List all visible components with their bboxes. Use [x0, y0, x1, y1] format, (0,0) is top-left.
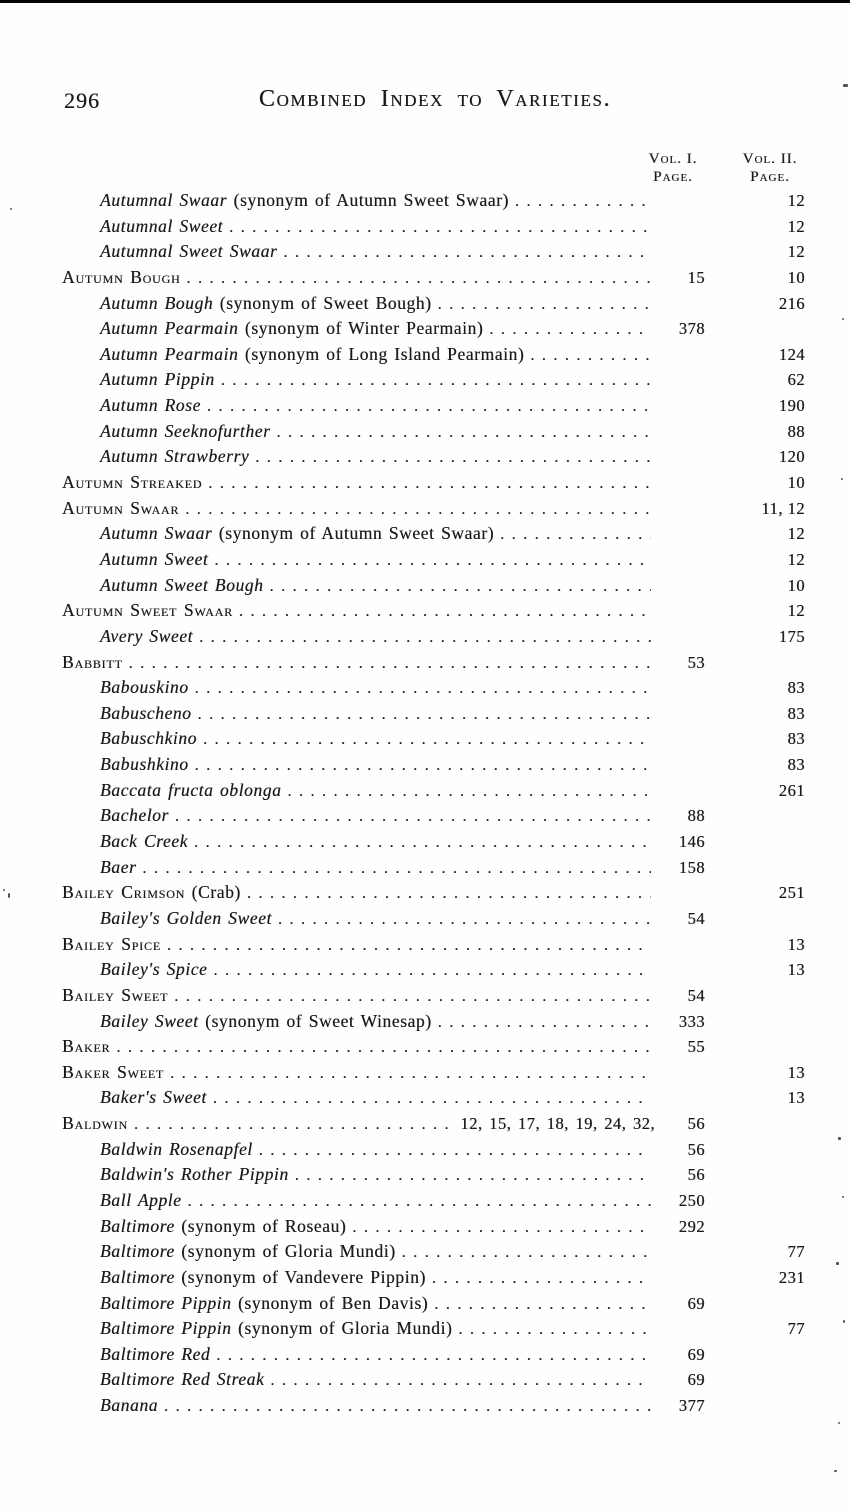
entry-name: Autumn Pearmain: [100, 318, 239, 339]
index-entry-sub: [62, 214, 805, 240]
index-entry-sub: [62, 1188, 805, 1214]
entry-name: Bachelor: [100, 805, 169, 826]
dot-leader: [194, 829, 651, 856]
vol2-page-number: 77: [787, 1242, 805, 1262]
index-entry-sub: [62, 726, 805, 752]
index-entry-main: [62, 880, 805, 906]
dot-leader: [186, 265, 651, 292]
entry-label: [62, 496, 179, 522]
vol1-page-number: 377: [678, 1396, 705, 1416]
dot-leader: [208, 470, 651, 497]
index-entry-sub: [62, 291, 805, 317]
vol2-page-number: 120: [778, 447, 805, 467]
entry-label: [100, 239, 277, 265]
index-entry-sub: [62, 1367, 805, 1393]
entry-label: [100, 547, 208, 573]
entry-label: [62, 932, 161, 958]
dot-leader: [438, 1009, 651, 1036]
dot-leader: [438, 291, 651, 318]
vol2-page-number: 175: [778, 626, 805, 646]
dot-leader: [295, 1162, 651, 1189]
vol2-page-number: 77: [787, 1319, 805, 1339]
dot-leader: [207, 393, 651, 420]
entry-name: Back Creek: [100, 831, 188, 852]
entry-name: Baker Sweet: [62, 1061, 165, 1082]
dot-leader: [185, 496, 651, 523]
vol2-page-number: 83: [787, 755, 805, 775]
index-entry-sub: [62, 778, 805, 804]
entry-label: [62, 470, 202, 496]
vol1-page-number: 56: [687, 1139, 705, 1159]
vol2-page-number: 251: [778, 883, 805, 903]
dot-leader: [198, 701, 651, 728]
dot-leader: [213, 1085, 651, 1112]
entry-label: [62, 1034, 110, 1060]
dot-leader: [402, 1239, 651, 1266]
vol2-page-number: 12: [787, 524, 805, 544]
entry-synonym: (synonym of Vandevere Pippin): [181, 1266, 426, 1287]
dot-leader: [287, 778, 651, 805]
vol2-page-number: 13: [787, 960, 805, 980]
entry-label: [100, 752, 189, 778]
dot-leader: [270, 573, 652, 600]
dot-leader: [352, 1214, 651, 1241]
dot-leader: [530, 342, 651, 369]
entry-name: Baccata fructa oblonga: [100, 779, 282, 800]
vol1-page-number: 56: [687, 1165, 705, 1185]
entry-label: [62, 598, 233, 624]
entry-name: Baker: [62, 1036, 111, 1057]
index-entry-main: [62, 496, 805, 522]
vol1-page-number: 54: [687, 908, 705, 928]
entry-name: Autumn Sweet: [100, 548, 209, 569]
dot-leader: [216, 1342, 651, 1369]
scan-speck: [834, 1470, 837, 1472]
vol1-page-number: 56: [687, 1114, 705, 1134]
entry-label: [100, 188, 509, 214]
index-entry-sub: [62, 1085, 805, 1111]
entry-label: [62, 880, 241, 906]
dot-leader: [175, 803, 651, 830]
index-entry-sub: [62, 1162, 805, 1188]
scan-speck: [10, 208, 12, 210]
index-entry-sub: [62, 1137, 805, 1163]
entry-name: Avery Sweet: [100, 625, 194, 646]
entry-name: Baltimore Red: [100, 1343, 211, 1364]
index-entry-sub: [62, 1265, 805, 1291]
dot-leader: [489, 316, 651, 343]
entry-name: Baltimore Pippin: [100, 1318, 232, 1339]
entry-label: [100, 778, 281, 804]
entry-name: Autumn Bough: [100, 292, 214, 313]
vol1-page-number: 378: [678, 319, 705, 339]
dot-leader: [221, 367, 651, 394]
entry-name: Baltimore Red Streak: [100, 1369, 265, 1390]
scan-speck: [836, 1262, 839, 1265]
entry-label: [100, 1188, 182, 1214]
entry-name: Autumn Rose: [100, 395, 201, 416]
entry-name: Baltimore Pippin: [100, 1292, 232, 1313]
entry-name: Autumn Swaar: [100, 523, 213, 544]
vol2-page-number: 62: [787, 370, 805, 390]
index-entry-sub: [62, 803, 805, 829]
entry-name: Babouskino: [100, 677, 189, 698]
vol2-page-number: 12: [787, 216, 805, 236]
entry-name: Baldwin's Rother Pippin: [100, 1164, 289, 1185]
entry-name: Baltimore: [100, 1241, 175, 1262]
entry-synonym: (synonym of Autumn Sweet Swaar): [218, 523, 495, 544]
index-entry-sub: [62, 701, 805, 727]
entry-name: Baldwin: [62, 1113, 128, 1134]
dot-leader: [167, 932, 651, 959]
entry-name: Autumn Bough: [62, 266, 181, 287]
vol1-page-number: 158: [678, 857, 705, 877]
entry-name: Babuschkino: [100, 728, 197, 749]
entry-label: [100, 316, 483, 342]
vol2-page-number: 83: [787, 729, 805, 749]
entry-name: Baldwin Rosenapfel: [100, 1138, 253, 1159]
entry-name: Autumn Sweet Swaar: [62, 600, 233, 621]
dot-leader: [500, 521, 651, 548]
entry-name: Babbitt: [62, 651, 123, 672]
dot-leader: [195, 675, 651, 702]
index-entry-main: [62, 983, 805, 1009]
index-entry-sub: [62, 188, 805, 214]
entry-label: [100, 1316, 452, 1342]
entry-name: Bailey Spice: [62, 933, 161, 954]
vol2-page-number: 83: [787, 703, 805, 723]
vol1-page-label: Page.: [653, 169, 693, 185]
vol1-page-number: 54: [687, 985, 705, 1005]
index-entry-sub: [62, 1009, 805, 1035]
dot-leader: [229, 214, 651, 241]
running-head: [62, 86, 808, 116]
entry-name: Autumn Sweet Bough: [100, 574, 264, 595]
entry-label: [100, 1393, 158, 1419]
entry-label: [100, 214, 223, 240]
column-header-vol1: [640, 150, 706, 186]
dot-leader: [239, 598, 651, 625]
entry-label: [100, 521, 494, 547]
index-entry-sub: [62, 829, 805, 855]
entry-name: Autumn Pearmain: [100, 343, 239, 364]
entry-label: [100, 906, 272, 932]
page-title: Combined Index to Varieties.: [258, 86, 612, 112]
index-entry-sub: [62, 1316, 805, 1342]
vol1-page-number: 333: [678, 1011, 705, 1031]
entry-name: Bailey Crimson: [62, 882, 186, 903]
entry-label: [100, 726, 197, 752]
vol2-page-number: 88: [787, 421, 805, 441]
entry-label: [100, 1085, 207, 1111]
vol2-page-number: 11, 12: [761, 498, 805, 518]
index-entry-main: [62, 1034, 805, 1060]
entry-label: [100, 957, 207, 983]
entry-synonym: (Crab): [191, 882, 241, 903]
vol1-page-number: 69: [687, 1344, 705, 1364]
entry-name: Babushkino: [100, 754, 189, 775]
vol2-page-number: 231: [778, 1267, 805, 1287]
vol1-page-number: 292: [678, 1216, 705, 1236]
index-entry-sub: [62, 675, 805, 701]
column-header-vol2: [736, 150, 804, 186]
entry-synonym: (synonym of Autumn Sweet Swaar): [233, 190, 509, 210]
index-entry-main: [62, 470, 805, 496]
entry-label: [100, 1239, 396, 1265]
entry-name: Autumn Swaar: [62, 497, 180, 518]
entry-synonym: (synonym of Sweet Bough): [219, 292, 432, 313]
index-entry-sub: [62, 393, 805, 419]
entry-label: [100, 855, 136, 881]
dot-leader: [164, 1393, 651, 1420]
dot-leader: [142, 855, 651, 882]
index-entry-sub: [62, 1393, 805, 1419]
index-entry-main: [62, 265, 805, 291]
dot-leader: [432, 1265, 651, 1292]
index-entry-main: [62, 932, 805, 958]
dot-leader: [434, 1291, 651, 1318]
entry-name: Autumn Streaked: [62, 472, 203, 493]
entry-label: [100, 419, 270, 445]
index-entries: [62, 188, 805, 1419]
dot-leader: [116, 1034, 651, 1061]
index-entry-main: [62, 1060, 805, 1086]
index-entry-sub: [62, 239, 805, 265]
entry-label: [100, 1265, 426, 1291]
entry-synonym: (synonym of Ben Davis): [237, 1292, 429, 1313]
dot-leader: [458, 1316, 651, 1343]
entry-name: Baker's Sweet: [100, 1087, 207, 1108]
index-entry-sub: [62, 573, 805, 599]
index-entry-main: [62, 1111, 805, 1137]
entry-label: [62, 1060, 164, 1086]
entry-name: Babuscheno: [100, 702, 192, 723]
index-entry-sub: [62, 547, 805, 573]
index-entry-sub: [62, 624, 805, 650]
vol2-label: Vol. II.: [742, 151, 798, 167]
index-entry-sub: [62, 367, 805, 393]
dot-leader: [134, 1111, 456, 1138]
entry-label: [62, 1111, 128, 1137]
dot-leader: [247, 880, 651, 907]
entry-label: [100, 342, 524, 368]
entry-label: [100, 1214, 346, 1240]
vol2-page-number: 13: [787, 934, 805, 954]
dot-leader: [270, 1367, 651, 1394]
vol2-page-number: 12: [787, 191, 805, 210]
dot-leader: [214, 547, 651, 574]
entry-label: [100, 1367, 264, 1393]
index-entry-sub: [62, 1214, 805, 1240]
entry-label: [100, 291, 432, 317]
entry-synonym: (synonym of Long Island Pearmain): [244, 343, 525, 364]
scan-speck: [843, 1320, 845, 1323]
vol2-page-number: 12: [787, 549, 805, 569]
dot-leader: [276, 419, 651, 446]
vol2-page-number: 261: [778, 780, 805, 800]
entry-label: [100, 1009, 432, 1035]
entry-label: [100, 624, 193, 650]
entry-label: [100, 1162, 289, 1188]
index-entry-sub: [62, 444, 805, 470]
vol2-page-number: 124: [778, 344, 805, 364]
dot-leader: [213, 957, 651, 984]
index-entry-sub: [62, 521, 805, 547]
entry-label: [100, 573, 264, 599]
scan-speck: [843, 84, 848, 87]
vol2-page-number: 13: [787, 1062, 805, 1082]
entry-label: [100, 829, 188, 855]
entry-synonym: (synonym of Gloria Mundi): [237, 1318, 453, 1339]
entry-label: [100, 1342, 210, 1368]
vol1-page-number: 69: [687, 1370, 705, 1390]
index-entry-sub: [62, 1342, 805, 1368]
vol2-page-number: 83: [787, 678, 805, 698]
vol2-page-number: 13: [787, 1088, 805, 1108]
vol2-page-label: Page.: [750, 169, 790, 185]
scan-speck: [8, 893, 10, 898]
entry-synonym: (synonym of Sweet Winesap): [205, 1010, 432, 1031]
entry-label: [62, 650, 123, 676]
entry-name: Autumn Pippin: [100, 369, 215, 390]
entry-name: Bailey's Golden Sweet: [100, 907, 272, 928]
vol1-page-number: 69: [687, 1293, 705, 1313]
vol1-page-number: 55: [687, 1037, 705, 1057]
entry-label: [100, 1137, 253, 1163]
vol1-page-number: 146: [678, 832, 705, 852]
dot-leader: [515, 188, 651, 215]
entry-inline-pages: 12, 15, 17, 18, 19, 24, 32,: [460, 1114, 655, 1134]
entry-name: Baltimore: [100, 1266, 175, 1287]
dot-leader: [188, 1188, 651, 1215]
dot-leader: [170, 1060, 651, 1087]
vol2-page-number: 12: [787, 242, 805, 262]
entry-name: Ball Apple: [100, 1189, 182, 1210]
dot-leader: [129, 650, 651, 677]
entry-synonym: (synonym of Winter Pearmain): [244, 318, 484, 339]
dot-leader: [174, 983, 651, 1010]
entry-label: [100, 444, 249, 470]
vol1-page-number: 53: [687, 652, 705, 672]
entry-label: [100, 701, 192, 727]
entry-label: [100, 393, 201, 419]
vol2-page-number: 216: [778, 293, 805, 313]
entry-name: Autumnal Swaar: [100, 190, 228, 210]
index-entry-sub: [62, 1239, 805, 1265]
index-entry-sub: [62, 957, 805, 983]
index-entry-sub: [62, 752, 805, 778]
entry-name: Autumn Strawberry: [100, 446, 250, 467]
index-entry-sub: [62, 419, 805, 445]
index-entry-sub: [62, 316, 805, 342]
vol2-page-number: 10: [787, 267, 805, 287]
vol2-page-number: 190: [778, 396, 805, 416]
entry-name: Bailey Sweet: [62, 984, 169, 1005]
entry-name: Baltimore: [100, 1215, 175, 1236]
scan-speck: [842, 1196, 844, 1198]
entry-synonym: (synonym of Roseau): [181, 1215, 347, 1236]
index-entry-sub: [62, 1291, 805, 1317]
entry-label: [62, 983, 168, 1009]
vol2-page-number: 10: [787, 575, 805, 595]
vol2-page-number: 10: [787, 473, 805, 493]
dot-leader: [255, 444, 651, 471]
page-number: 296: [64, 88, 100, 113]
dot-leader: [199, 624, 651, 651]
entry-label: [100, 675, 189, 701]
scan-speck: [841, 478, 843, 480]
entry-name: Bailey Sweet: [100, 1010, 199, 1031]
index-entry-main: [62, 598, 805, 624]
entry-name: Bailey's Spice: [100, 959, 208, 980]
entry-label: [100, 367, 215, 393]
index-entry-sub: [62, 342, 805, 368]
entry-name: Autumnal Sweet Swaar: [100, 241, 278, 262]
vol1-label: Vol. I.: [648, 151, 698, 167]
entry-label: [100, 1291, 428, 1317]
vol2-page-number: 12: [787, 601, 805, 621]
dot-leader: [283, 239, 651, 266]
entry-label: [62, 265, 180, 291]
scan-speck: [838, 1137, 841, 1140]
scan-edge-bar: [0, 0, 850, 3]
dot-leader: [195, 752, 651, 779]
vol1-page-number: 88: [687, 806, 705, 826]
entry-name: Baer: [100, 856, 137, 877]
vol1-page-number: 250: [678, 1190, 705, 1210]
dot-leader: [203, 726, 651, 753]
entry-synonym: (synonym of Gloria Mundi): [181, 1241, 396, 1262]
scan-speck: [3, 889, 5, 891]
scan-speck: [838, 1422, 840, 1424]
index-entry-sub: [62, 855, 805, 881]
entry-name: Autumn Seeknofurther: [100, 420, 271, 441]
dot-leader: [278, 906, 651, 933]
index-entry-main: [62, 650, 805, 676]
entry-name: Banana: [100, 1395, 159, 1416]
scan-speck: [842, 318, 844, 320]
entry-label: [100, 803, 169, 829]
vol1-page-number: 15: [687, 267, 705, 287]
dot-leader: [259, 1137, 651, 1164]
index-entry-sub: [62, 906, 805, 932]
entry-name: Autumnal Sweet: [100, 215, 224, 236]
